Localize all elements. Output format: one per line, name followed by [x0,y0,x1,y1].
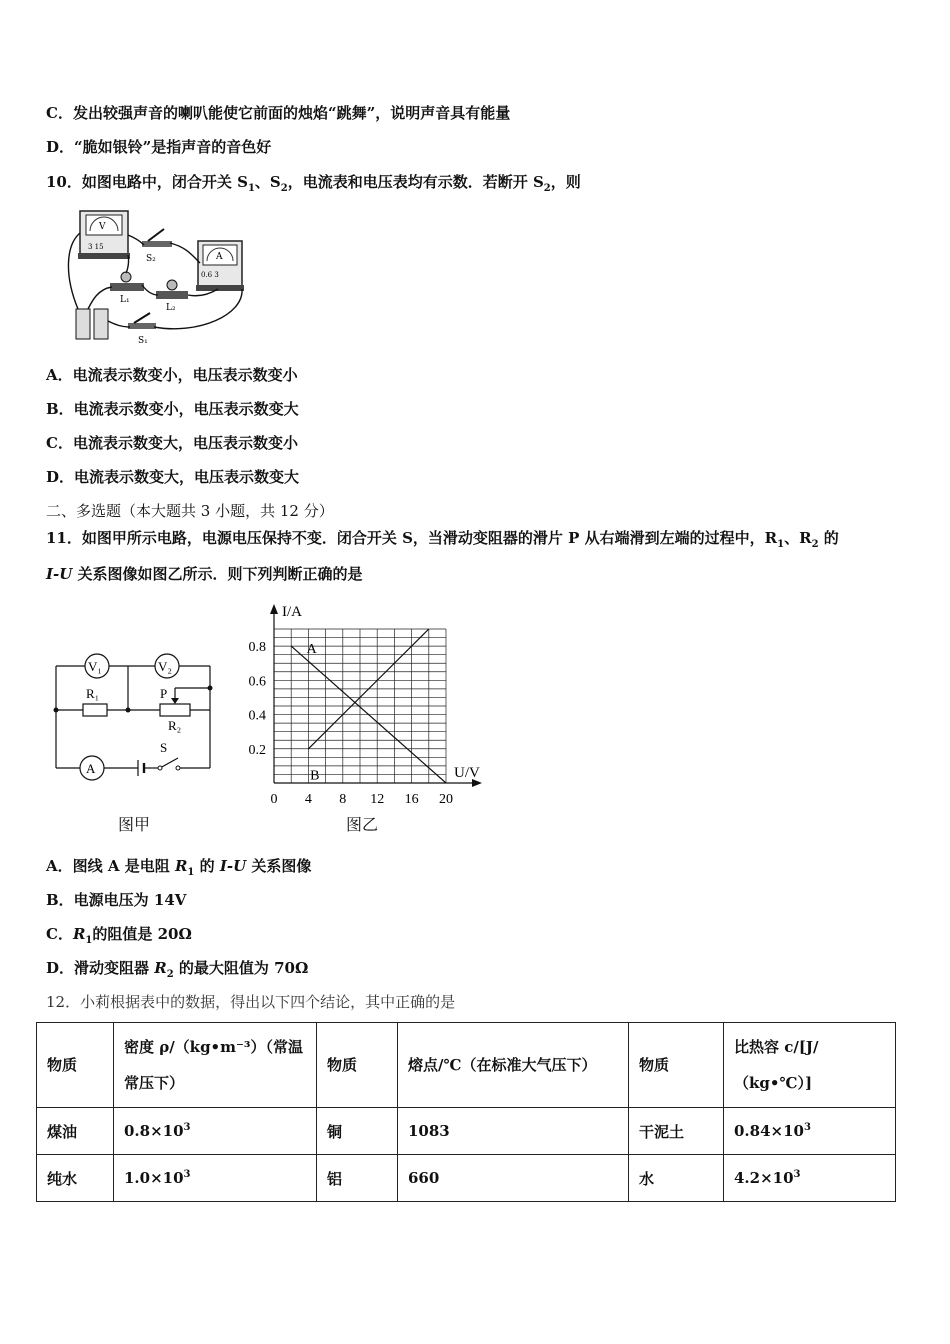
svg-text:V₁: V₁ [88,659,102,674]
table-row [37,1155,896,1202]
q11-stem-line1: 11．如图甲所示电路，电源电压保持不变．闭合开关 S，当滑动变阻器的滑片 P 从右端滑到左端的过程中，$R_1$、$R_2$ 的 [46,529,839,550]
table-cell: $0.8\times 10^3$ [114,1108,317,1155]
svg-text:L₂: L₂ [166,303,176,313]
x-tick-label: 4 [304,792,312,807]
svg-text:S₁: S₁ [138,336,148,346]
voltmeter-v2-icon [155,654,179,678]
table-header-cell: 熔点/℃（在标准大气压下） [398,1023,629,1108]
q11-option-a: A．图线 A 是电阻 $R_1$ 的 I-U 关系图像 [46,857,312,878]
table-header-row [37,1023,896,1108]
x-tick-label: 16 [404,792,419,807]
q10-stem: 10．如图电路中，闭合开关 $S_1$、$S_2$，电流表和电压表均有示数．若断开 $S_2$，则 [46,173,581,194]
chart-ticks [249,640,454,807]
q9-option-c: C．发出较强声音的喇叭能使它前面的烛焰“跳舞”，说明声音具有能量 [46,104,511,122]
table-header-cell: 比热容 c/[J/（kg•℃）] [724,1023,896,1108]
switch-s2-icon [142,229,172,264]
series-label-b: B [310,768,320,784]
q11-option-d: D．滑动变阻器 $R_2$ 的最大阻值为 70Ω [46,959,309,980]
ammeter-icon [80,756,104,780]
table-cell: 煤油 [37,1108,114,1155]
chart-axes [270,604,482,787]
bulb-l2-icon [156,280,188,313]
table-cell: 1083 [398,1108,629,1155]
y-axis-arrow [270,604,278,614]
table-cell: $1.0\times 10^3$ [114,1155,317,1202]
caption-fig-jia: 图甲 [118,815,151,834]
svg-text:V: V [99,222,106,232]
svg-text:0.6 3: 0.6 3 [201,271,219,279]
q11-option-c: C．$R_1$的阻值是 20Ω [46,925,192,946]
x-tick-label: 20 [439,792,453,807]
bulb-l1-icon [110,272,144,305]
svg-text:V₂: V₂ [158,659,172,674]
x-tick-label: 8 [339,792,347,807]
voltmeter-v1-icon [85,654,109,678]
table-cell: 铝 [317,1155,398,1202]
q10-option-d: D．电流表示数变大，电压表示数变大 [46,468,300,486]
q12-table [36,1022,896,1202]
y-axis-label: I/A [282,604,302,620]
label-r2: R₂ [168,718,182,733]
y-tick-label: 0.6 [248,674,266,690]
table-header-cell: 物质 [317,1023,398,1108]
q9-option-d: D．“脆如银铃”是指声音的音色好 [46,138,272,156]
x-axis-label: U/V [454,765,480,781]
y-tick-label: 0.4 [248,708,266,724]
caption-fig-yi: 图乙 [346,815,379,834]
label-r1: R₁ [86,686,100,701]
table-cell: 纯水 [37,1155,114,1202]
x-tick-label: 0 [270,792,278,807]
svg-text:S₂: S₂ [146,254,156,264]
svg-text:L₁: L₁ [120,295,130,305]
battery-icon [76,309,108,339]
table-cell: 水 [629,1155,724,1202]
q10-circuit-photo [58,205,258,347]
x-tick-label: 12 [370,792,385,807]
ammeter-icon [196,241,244,291]
table-cell: 干泥土 [629,1108,724,1155]
svg-text:A: A [216,252,223,262]
y-tick-label: 0.8 [248,640,266,656]
series-label-a: A [306,641,317,657]
label-s: S [160,740,168,755]
q10-option-b: B．电流表示数变小，电压表示数变大 [46,400,299,418]
table-cell: 铜 [317,1108,398,1155]
table-header-cell: 物质 [37,1023,114,1108]
iu-chart [236,600,496,810]
table-row [37,1108,896,1155]
table-cell: 660 [398,1155,629,1202]
y-tick-label: 0.2 [248,742,266,758]
table-header-cell: 密度 ρ/（kg•m⁻³）（常温常压下） [114,1023,317,1108]
q10-option-a: A．电流表示数变小，电压表示数变小 [46,366,298,384]
table-cell: $4.2\times 10^3$ [724,1155,896,1202]
q10-option-c: C．电流表示数变大，电压表示数变小 [46,434,298,452]
switch-s1-icon [128,313,156,346]
q11-option-b: B．电源电压为 14V [46,891,187,909]
svg-text:3 15: 3 15 [88,243,104,251]
voltmeter-icon [78,211,130,259]
table-header-cell: 物质 [629,1023,724,1108]
q12-stem: 12．小莉根据表中的数据，得出以下四个结论，其中正确的是 [46,993,456,1011]
table-cell: $0.84\times 10^3$ [724,1108,896,1155]
svg-text:A: A [86,761,96,776]
q11-stem-line2: I-U 关系图像如图乙所示．则下列判断正确的是 [46,565,363,583]
label-p: P [160,686,168,701]
q11-circuit-diagram [50,648,220,783]
section-heading: 二、多选题（本大题共 3 小题，共 12 分） [46,502,334,520]
